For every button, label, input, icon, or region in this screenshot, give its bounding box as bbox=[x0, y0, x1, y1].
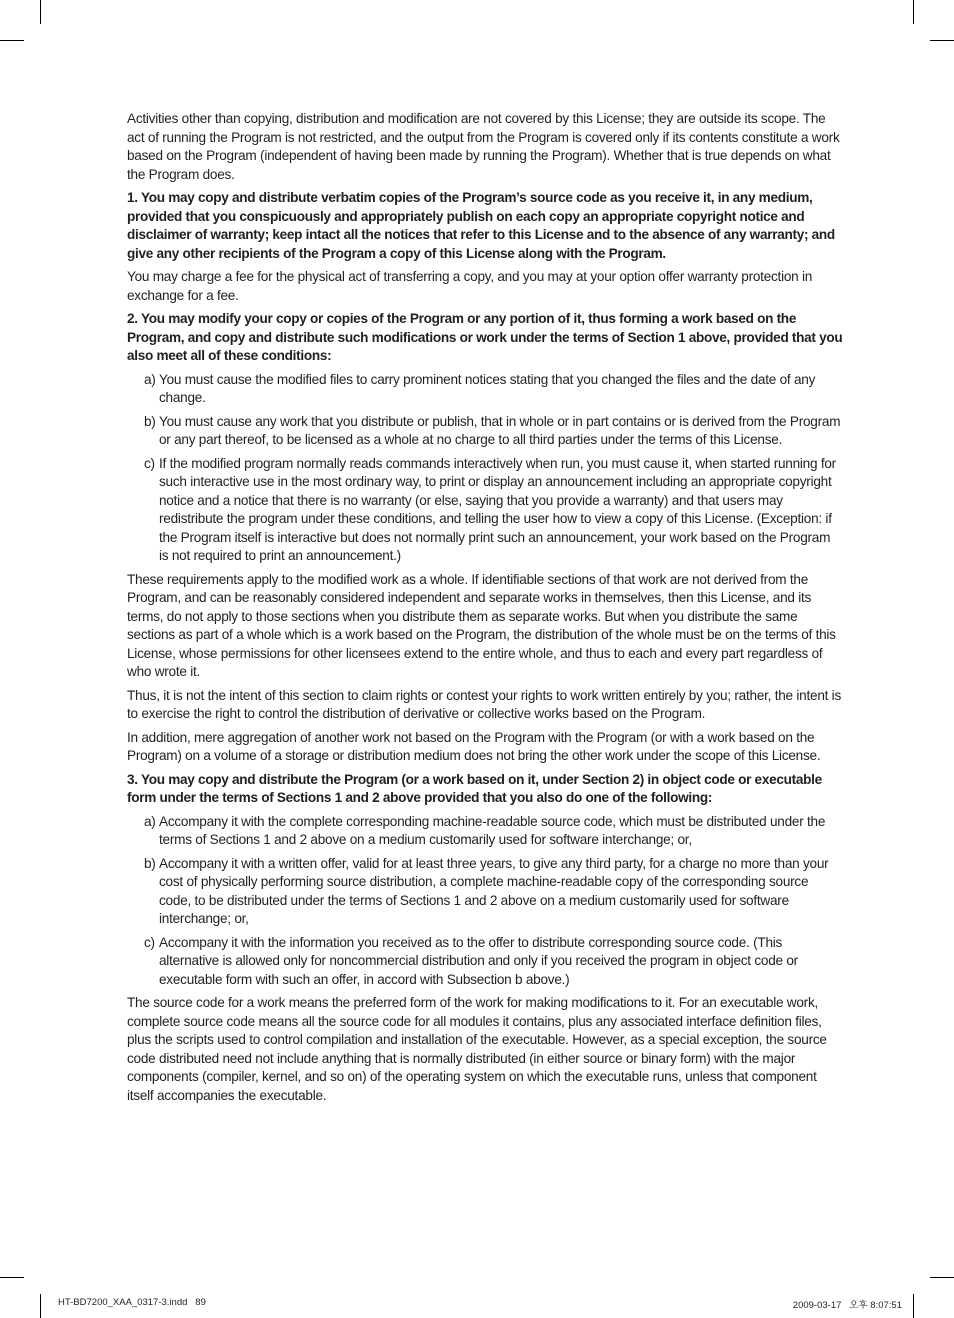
license-text bbox=[127, 110, 843, 1110]
paragraph-activities: Activities other than copying, distribution and modification are not covered by this License; they are outside its scope. The act of running the Program is not restricted, and the output from the Program is covered only if its contents constitute a work based on the Program (independent of having been made by running the Program). Whether that is true depends on what the Program does. bbox=[127, 111, 840, 182]
list-item-text: You must cause the modified files to carry prominent notices stating that you changed the files and the date of any change. bbox=[159, 371, 816, 405]
list-marker: b) bbox=[144, 855, 156, 871]
section-2-conditions bbox=[127, 371, 843, 566]
paragraph-fee: You may charge a fee for the physical act of transferring a copy, and you may at your option offer warranty protection in exchange for a fee. bbox=[127, 269, 813, 303]
paragraph-aggregation: In addition, mere aggregation of another work not based on the Program with the Program (or with a work based on the Program) on a volume of a storage or distribution medium does not bring the other work under the scope of this License. bbox=[127, 729, 821, 763]
crop-mark-top-right-h bbox=[930, 40, 954, 41]
crop-mark-top-left-h bbox=[0, 40, 24, 41]
paragraph-requirements: These requirements apply to the modified work as a whole. If identifiable sections of that work are not derived from the Program, and can be reasonably considered independent and separate works in themselves, then this License, and its terms, do not apply to those sections when you distribute them as separate works. But when you distribute the same sections as part of a whole which is a work based on the Program, the distribution of the whole must be on the terms of this License, whose permissions for other licensees extend to the entire whole, and thus to each and every part regardless of who wrote it. bbox=[127, 571, 836, 679]
list-item bbox=[144, 413, 843, 450]
list-item-text: Accompany it with the information you received as to the offer to distribute corresponding source code. (This alternative is allowed only for noncommercial distribution and only if you received the program in object code or executable form with such an offer, in accord with Subsection b above.) bbox=[159, 934, 798, 987]
crop-mark-bottom-right-v bbox=[913, 1294, 914, 1318]
list-marker: a) bbox=[144, 813, 156, 829]
list-marker: c) bbox=[144, 934, 155, 950]
paragraph-intent: Thus, it is not the intent of this section to claim rights or contest your rights to work written entirely by you; rather, the intent is to exercise the right to control the distribution of derivative or collective works based on the Program. bbox=[127, 687, 841, 721]
crop-mark-top-right-v bbox=[913, 0, 914, 24]
list-item bbox=[144, 371, 843, 408]
crop-mark-bottom-left-v bbox=[40, 1294, 41, 1318]
list-item bbox=[144, 455, 843, 566]
crop-mark-bottom-right-h bbox=[930, 1277, 954, 1278]
section-1-heading: 1. You may copy and distribute verbatim copies of the Program’s source code as you receive it, in any medium, provided that you conspicuously and appropriately publish on each copy an appropriate copyright notice and disclaimer of warranty; keep intact all the notices that refer to this License and to the absence of any warranty; and give any other recipients of the Program a copy of this License along with the Program. bbox=[127, 190, 835, 261]
crop-mark-bottom-left-h bbox=[0, 1277, 24, 1278]
list-item-text: You must cause any work that you distribute or publish, that in whole or in part contains or is derived from the Program or any part thereof, to be licensed as a whole at no charge to all third parties under the terms of this License. bbox=[159, 413, 841, 447]
list-item bbox=[144, 813, 843, 850]
crop-mark-top-left-v bbox=[40, 0, 41, 24]
list-marker: c) bbox=[144, 455, 155, 471]
list-marker: b) bbox=[144, 413, 156, 429]
footer-file-name: HT-BD7200_XAA_0317-3.indd 89 bbox=[58, 1297, 206, 1308]
list-item bbox=[144, 855, 843, 929]
footer-timestamp: 2009-03-17 오후 8:07:51 bbox=[792, 1300, 902, 1311]
section-2-heading: 2. You may modify your copy or copies of the Program or any portion of it, thus forming a work based on the Program, and copy and distribute such modifications or work under the terms of Section 1 above, provided that you also meet all of these conditions: bbox=[127, 311, 843, 363]
paragraph-source-code: The source code for a work means the preferred form of the work for making modifications to it. For an executable work, complete source code means all the source code for all modules it contains, plus any associated interface definition files, plus the scripts used to control compilation and installation of the executable. However, as a special exception, the source code distributed need not include anything that is normally distributed (in either source or binary form) with the major components (compiler, kernel, and so on) of the operating system on which the executable runs, unless that component itself accompanies the executable. bbox=[127, 995, 827, 1103]
list-item-text: Accompany it with a written offer, valid for at least three years, to give any third party, for a charge no more than your cost of physically performing source distribution, a complete machine-readable copy of the corresponding source code, to be distributed under the terms of Sections 1 and 2 above on a medium customarily used for software interchange; or, bbox=[159, 855, 829, 926]
section-3-options bbox=[127, 813, 843, 990]
list-item bbox=[144, 934, 843, 990]
list-marker: a) bbox=[144, 371, 156, 387]
list-item-text: If the modified program normally reads commands interactively when run, you must cause it, when started running for such interactive use in the most ordinary way, to print or display an announcement including an appropriate copyright notice and a notice that there is no warranty (or else, saying that you provide a warranty) and that users may redistribute the program under these conditions, and telling the user how to view a copy of this License. (Exception: if the Program itself is interactive but does not normally print such an announcement, your work based on the Program is not required to print an announcement.) bbox=[159, 455, 836, 563]
list-item-text: Accompany it with the complete corresponding machine-readable source code, which must be distributed under the terms of Sections 1 and 2 above on a medium customarily used for software interchange; or, bbox=[159, 813, 826, 847]
section-3-heading: 3. You may copy and distribute the Program (or a work based on it, under Section 2) in object code or executable form under the terms of Sections 1 and 2 above provided that you also do one of the following: bbox=[127, 771, 822, 805]
